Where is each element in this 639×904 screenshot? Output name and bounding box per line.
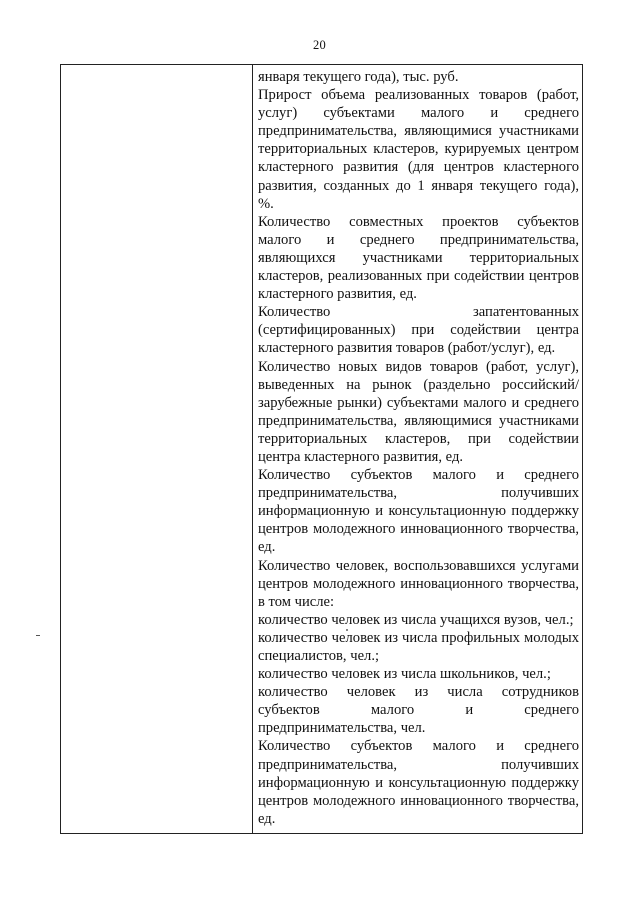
indicator-text-column — [258, 68, 579, 828]
page-number: 20 — [312, 38, 327, 52]
indicator-paragraph: Количество субъектов малого и среднего предпринимательства, получивших информационную и консультационную поддержку центров молодежного инновационного творчества, ед. — [258, 467, 579, 556]
scan-artifact — [36, 635, 40, 636]
indicator-paragraph: Количество субъектов малого и среднего предпринимательства, получивших информационную и консультационную поддержку центров молодежного инновационного творчества, ед. — [258, 738, 579, 827]
indicator-sub-item: количество человек из числа профильных молодых специалистов, чел.; — [258, 629, 579, 664]
indicator-paragraph: Количество запатентованных (сертифицированных) при содействии центра кластерного развития товаров (работ/услуг), ед. — [258, 304, 579, 357]
indicator-paragraph: января текущего года), тыс. руб. — [258, 69, 459, 85]
table-column-divider — [252, 64, 253, 834]
indicator-sub-item: количество человек из числа сотрудников субъектов малого и среднего предпринимательства, чел. — [258, 684, 579, 737]
indicator-paragraph: Количество человек, воспользовавшихся услугами центров молодежного инновационного творчества, в том числе: — [258, 557, 579, 610]
indicator-sub-item: количество человек из числа школьников, чел.; — [258, 666, 551, 683]
indicator-sub-item: количество человек из числа учащихся вузов, чел.; — [258, 611, 574, 628]
indicator-paragraph: Количество новых видов товаров (работ, услуг), выведенных на рынок (раздельно российский/зарубежные рынки) субъектами малого и среднего предпринимательства, являющимися участниками территориальных кластеров, при содействии центра кластерного развития, ед. — [258, 358, 579, 465]
indicator-paragraph: Прирост объема реализованных товаров (работ, услуг) субъектами малого и среднего предпринимательства, являющимися участниками территориальных кластеров, курируемых центром кластерного развития (для центров кластерного развития, созданных до 1 января текущего года), %. — [258, 87, 579, 212]
indicator-paragraph: Количество совместных проектов субъектов малого и среднего предпринимательства, являющихся участниками территориальных кластеров, реализованных при содействии центров кластерного развития, ед. — [258, 213, 579, 303]
